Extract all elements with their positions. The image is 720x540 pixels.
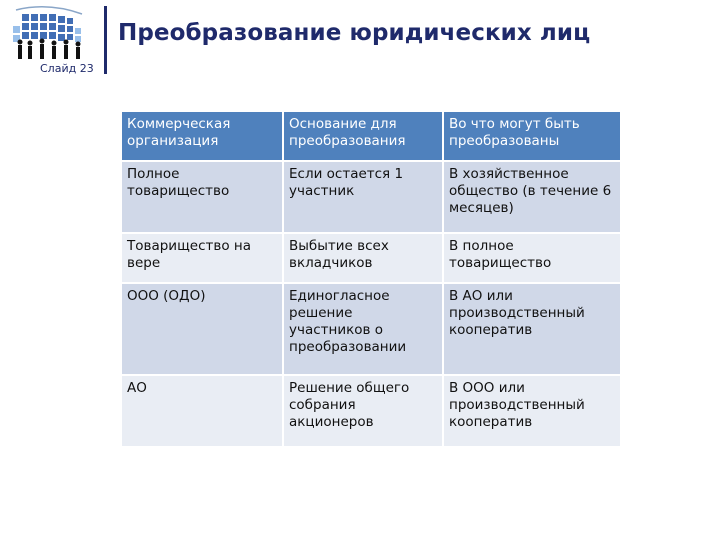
table-row [121,233,621,283]
header-result: Во что могут быть преобразованы [443,111,621,161]
table-header-row [121,111,621,161]
table-cell: АО [121,375,283,447]
header-basis: Основание для преобразования [283,111,443,161]
table-row [121,161,621,233]
table-row [121,375,621,447]
slide-number: Слайд 23 [40,62,94,75]
table-cell: Выбытие всех вкладчиков [283,233,443,283]
table-cell: В хозяйственное общество (в течение 6 месяцев) [443,161,621,233]
table-cell: ООО (ОДО) [121,283,283,375]
business-people-logo-icon [8,4,90,64]
title-divider [104,6,107,74]
table-cell: В ООО или производственный кооператив [443,375,621,447]
table-cell: Если остается 1 участник [283,161,443,233]
table-cell: Товарищество на вере [121,233,283,283]
transformation-table [120,110,622,448]
table-cell: Полное товарищество [121,161,283,233]
header-organization: Коммерческая организация [121,111,283,161]
table-cell: Единогласное решение участников о преобразовании [283,283,443,375]
table-cell: В АО или производственный кооператив [443,283,621,375]
slide-title: Преобразование юридических лиц [118,20,591,46]
table-cell: Решение общего собрания акционеров [283,375,443,447]
table-cell: В полное товарищество [443,233,621,283]
table-row [121,283,621,375]
